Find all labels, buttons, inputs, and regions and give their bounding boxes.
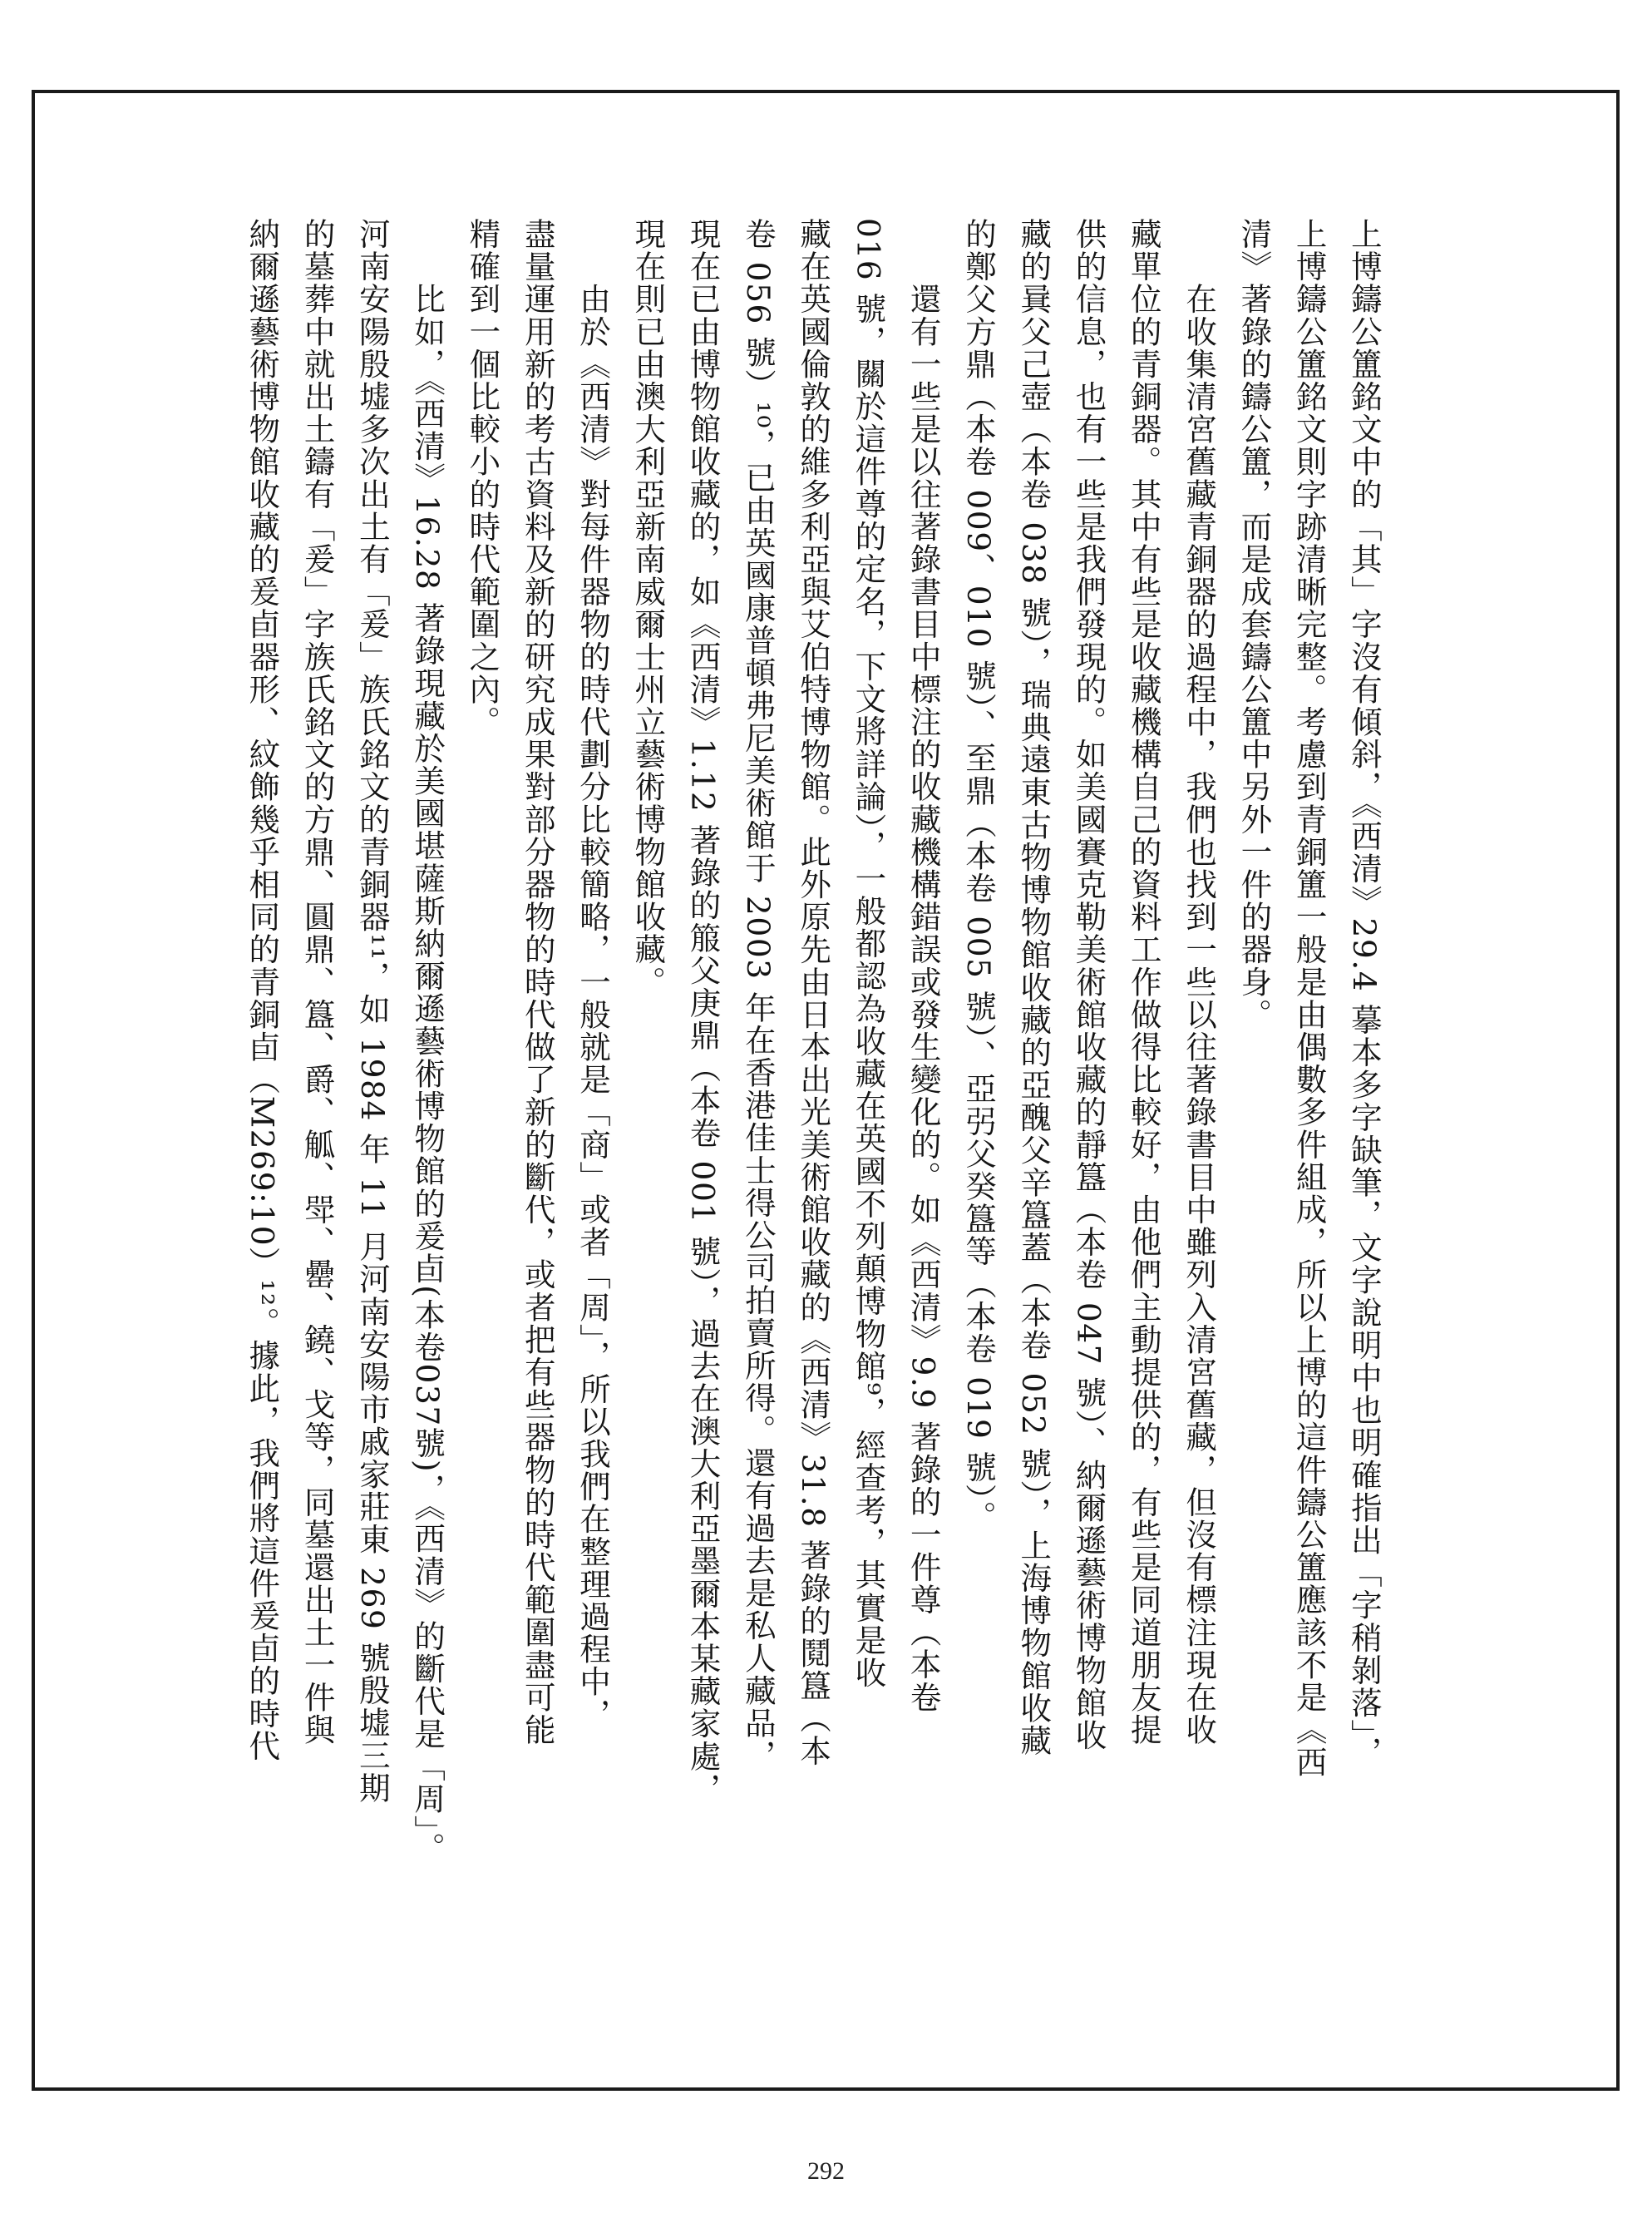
text-column: 的鄭父方鼎（本卷 009、010 號）、至鼎（本卷 005 號）、亞弜父癸簋等（本卷 019 號）。 [959, 218, 997, 1534]
text-column: 上博鑄公簠銘文中的「其」字沒有傾斜，《西清》29.4 摹本多字缺筆，文字說明中也明確指出「字稍剝落」， [1345, 218, 1383, 1769]
text-column: 藏單位的青銅器。其中有些是收藏機構自己的資料工作做得比較好，由他們主動提供的，有些是同道朋友提 [1125, 218, 1162, 1746]
text-column: 現在已由博物館收藏的，如《西清》1.12 著錄的箙父庚鼎（本卷 001 號），過去在澳大利亞墨爾本某藏家處， [684, 218, 722, 1806]
text-column: 還有一些是以往著錄書目中標注的收藏機構錯誤或發生變化的。如《西清》9.9 著錄的一件尊（本卷 [905, 218, 942, 1714]
text-column: 河南安陽殷墟多次出土有「爰」族氏銘文的青銅器¹¹，如 1984 年 11 月河南安陽市戚家莊東 269 號殷墟三期 [353, 218, 391, 1805]
text-column: 的墓葬中就出土鑄有「爰」字族氏銘文的方鼎、圓鼎、簋、爵、觚、斝、罍、鐃、戈等，同墓還出土一件與 [298, 218, 336, 1746]
text-column: 清》著錄的鑄公簠，而是成套鑄公簠中另外一件的器身。 [1235, 218, 1273, 1031]
text-column: 比如，《西清》16.28 著錄現藏於美國堪薩斯納爾遜藝術博物館的爰卣(本卷037號)，《西清》的斷代是「周」。 [409, 218, 446, 1865]
text-column: 納爾遜藝術博物館收藏的爰卣器形、紋飾幾乎相同的青銅卣（M269:10）¹²。據此，我們將這件爰卣的時代 [244, 218, 281, 1762]
body-text [237, 218, 1394, 2075]
text-column: 精確到一個比較小的時代範圍之內。 [464, 218, 501, 739]
text-column: 藏的㠱父己壺（本卷 038 號），瑞典遠東古物博物館收藏的亞醜父辛簋蓋（本卷 052 號），上海博物館收藏 [1015, 218, 1053, 1757]
text-column: 由於《西清》對每件器物的時代劃分比較簡略，一般就是「商」或者「周」，所以我們在整理過程中， [574, 218, 611, 1731]
text-column: 供的信息，也有一些是我們發現的。如美國賽克勒美術館收藏的靜簋（本卷 047 號）、納爾遜藝術博物館收 [1070, 218, 1107, 1752]
text-column: 現在則已由澳大利亞新南威爾士州立藝術博物館收藏。 [629, 218, 667, 999]
text-column: 016 號，關於這件尊的定名，下文將詳論），一般都認為收藏在英國不列顛博物館⁹，經查考，其實是收 [850, 218, 887, 1690]
text-column: 藏在英國倫敦的維多利亞與艾伯特博物館。此外原先由日本出光美術館收藏的《西清》31.8 著錄的鬩簋（本 [795, 218, 832, 1767]
text-column: 在收集清宮舊藏青銅器的過程中，我們也找到一些以往著錄書目中雖列入清宮舊藏，但沒有標注現在收 [1181, 218, 1218, 1746]
text-column: 上博鑄公簠銘文則字跡清晰完整。考慮到青銅簠一般是由偶數多件組成，所以上博的這件鑄公簠應該不是《西 [1290, 218, 1328, 1779]
page-number: 292 [807, 2157, 845, 2185]
text-column: 盡量運用新的考古資料及新的研究成果對部分器物的時代做了新的斷代，或者把有些器物的時代範圍盡可能 [519, 218, 556, 1746]
text-column: 卷 056 號）¹⁰，已由英國康普頓弗尼美術館于 2003 年在香港佳士得公司拍賣所得。還有過去是私人藏品， [739, 218, 777, 1772]
